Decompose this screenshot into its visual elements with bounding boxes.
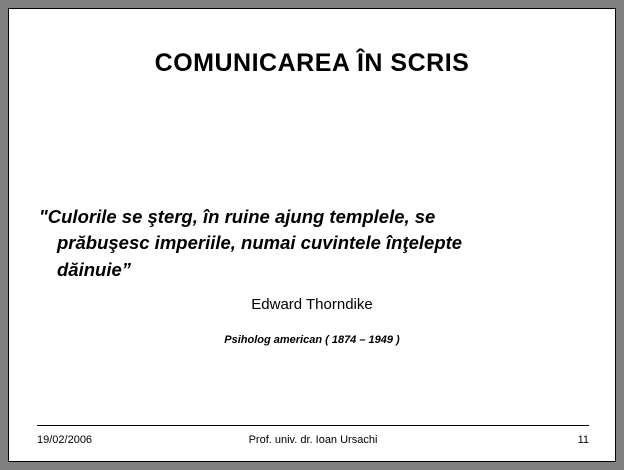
footer-divider (37, 425, 589, 426)
slide-footer (37, 434, 589, 450)
footer-author: Prof. univ. dr. Ioan Ursachi (248, 434, 378, 446)
footer-date: 19/02/2006 (37, 434, 93, 446)
slide-title: COMUNICAREA ÎN SCRIS (154, 49, 470, 77)
quote-author: Edward Thorndike (251, 296, 373, 313)
quote-block (39, 204, 587, 283)
quote-author-note: Psiholog american ( 1874 – 1949 ) (224, 334, 400, 346)
quote-line-3: dăinuie” (57, 258, 132, 280)
slide-canvas (8, 8, 616, 462)
quote-line-2: prăbuşesc imperiile, numai cuvintele înţelepte (57, 232, 463, 254)
footer-page-number: 11 (577, 434, 589, 446)
quote-line-1: "Culorile se şterg, în ruine ajung templele, se (39, 206, 436, 227)
